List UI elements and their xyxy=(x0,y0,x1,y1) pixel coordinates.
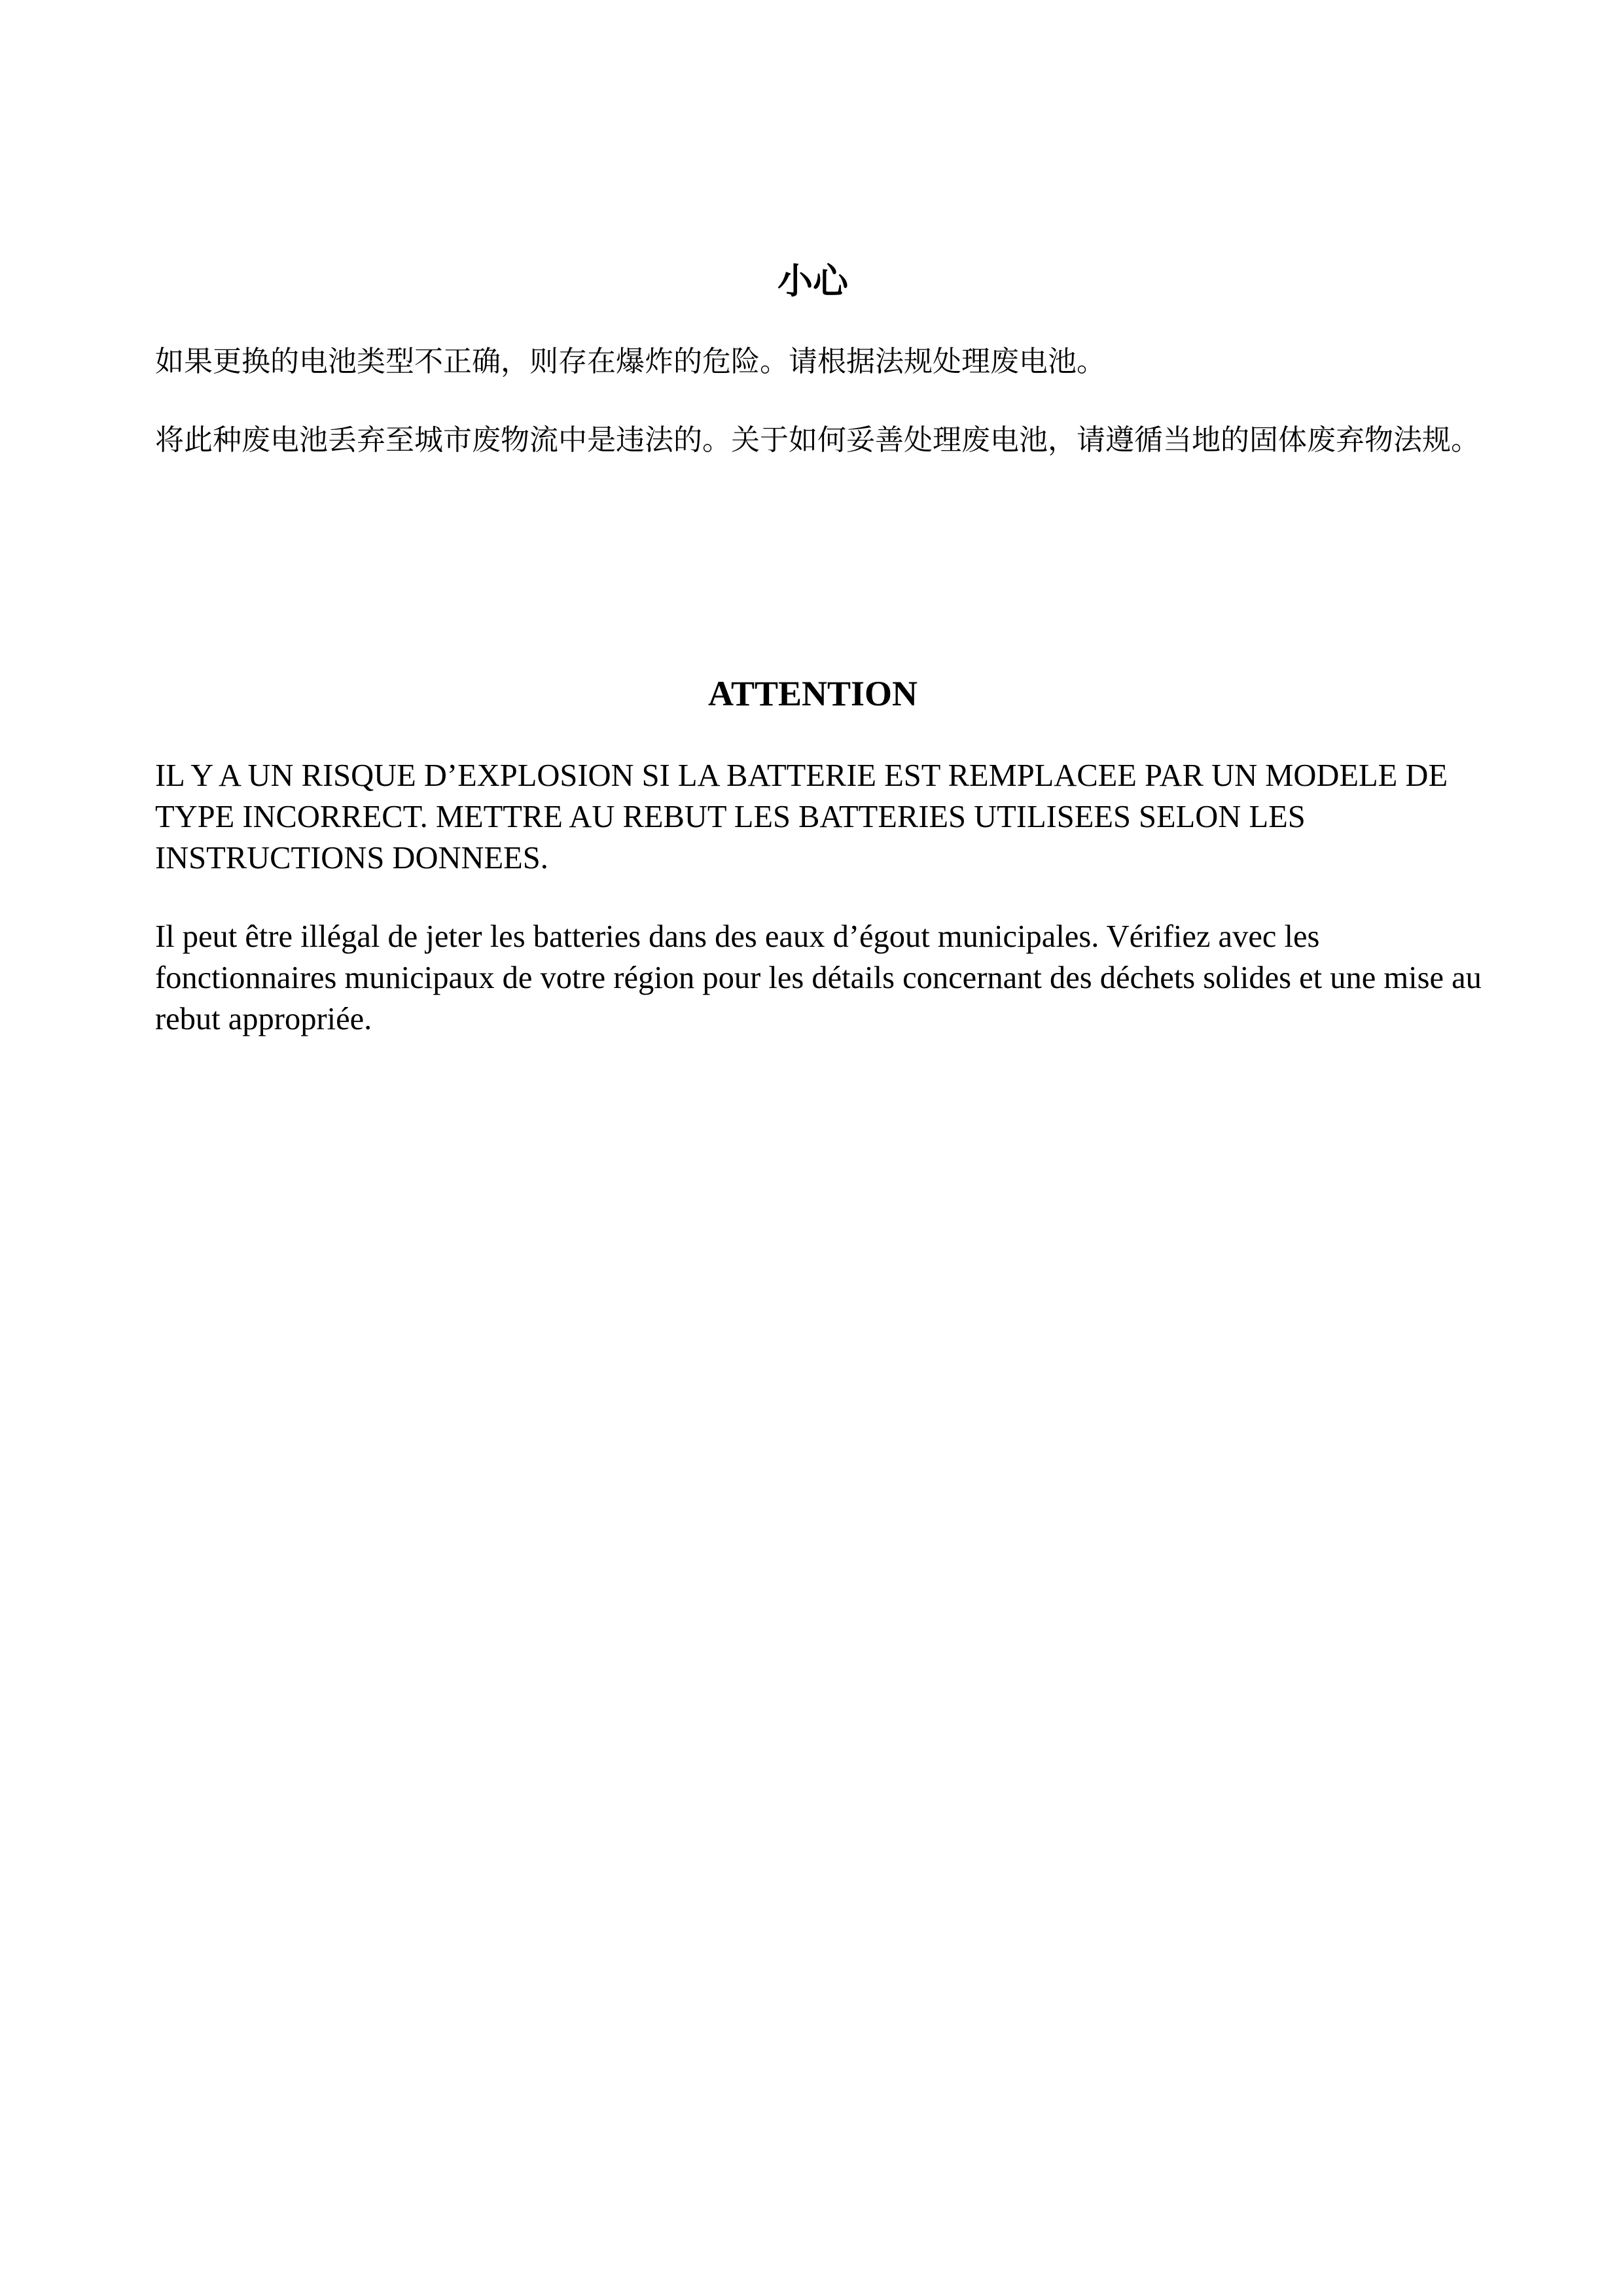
chinese-caution-body xyxy=(155,341,1471,383)
french-attention-title: ATTENTION xyxy=(707,674,918,713)
french-attention-body xyxy=(155,755,1484,879)
french-attention-paragraph-2: Il peut être illégal de jeter les batteries dans des eaux d’égout municipales. Vérifiez avec les fonctionnaires municipaux de votre région pour les détails concernant des déchets solides et une mise au rebut appropriée. xyxy=(155,919,1482,1036)
chinese-caution-section xyxy=(155,258,1471,304)
french-attention-paragraph-1: IL Y A UN RISQUE D’EXPLOSION SI LA BATTERIE EST REMPLACEE PAR UN MODELE DE TYPE INCORRECT. METTRE AU REBUT LES BATTERIES UTILISEES SELON LES INSTRUCTIONS DONNEES. xyxy=(155,758,1448,875)
chinese-caution-body-2 xyxy=(155,419,1484,461)
chinese-caution-paragraph-2: 将此种废电池丢弃至城市废物流中是违法的。关于如何妥善处理废电池，请遵循当地的固体废弃物法规。 xyxy=(155,423,1480,457)
chinese-caution-title: 小心 xyxy=(777,260,848,302)
french-attention-section xyxy=(155,671,1471,716)
chinese-caution-paragraph-1: 如果更换的电池类型不正确，则存在爆炸的危险。请根据法规处理废电池。 xyxy=(155,345,1105,378)
french-attention-body-2 xyxy=(155,916,1484,1040)
